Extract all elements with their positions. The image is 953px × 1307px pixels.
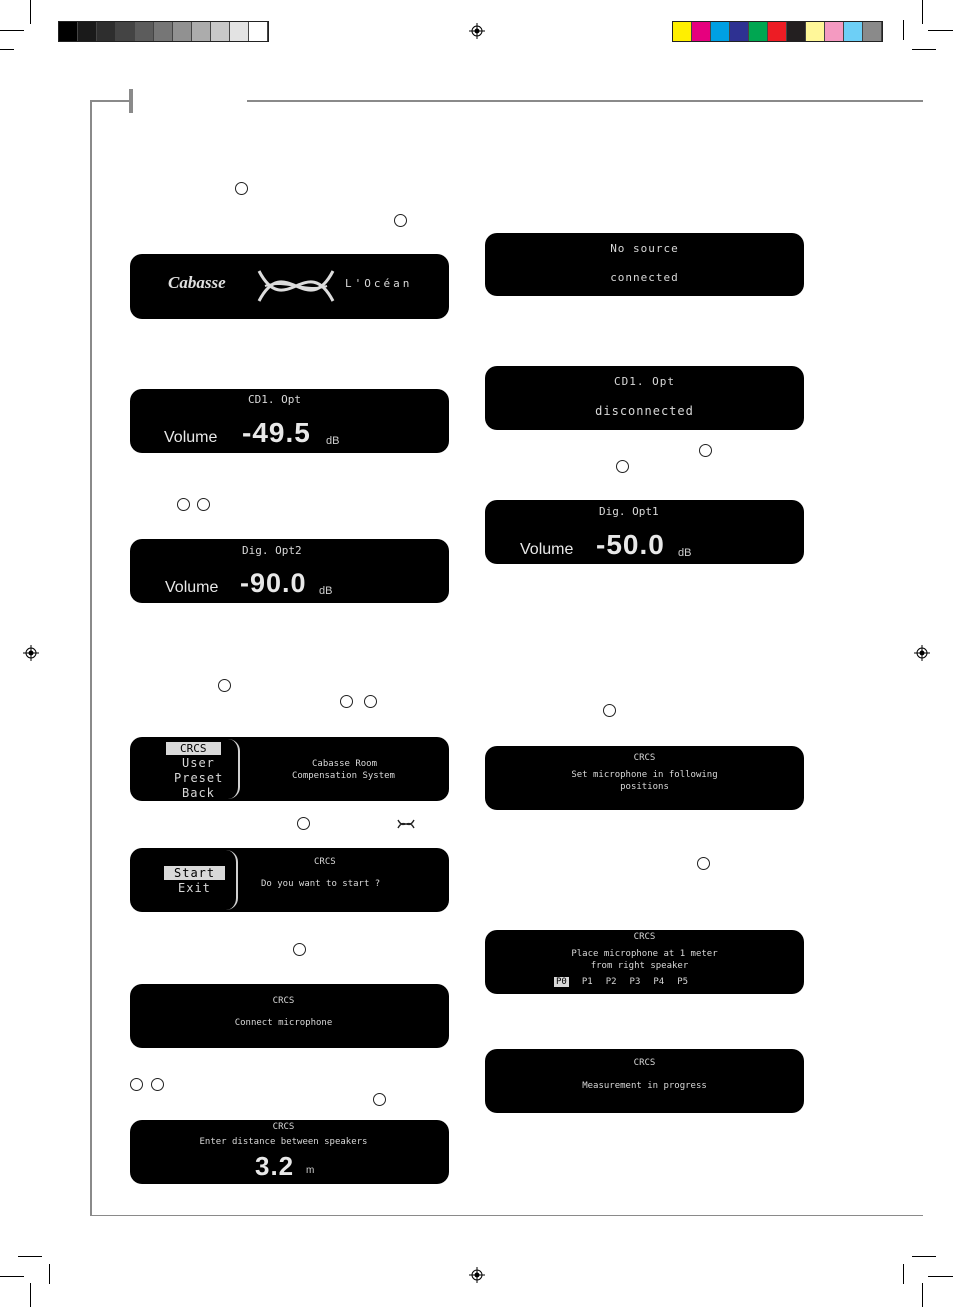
- menu-item-user[interactable]: User: [182, 756, 215, 770]
- crcs-measure-panel: [485, 1049, 804, 1113]
- panel-line2: connected: [610, 271, 679, 284]
- crop-mark-tr-v: [922, 0, 923, 24]
- color-swatch: [730, 22, 749, 41]
- position-p5[interactable]: P5: [677, 977, 689, 987]
- color-swatch: [806, 22, 825, 41]
- callout-circle: [177, 498, 190, 511]
- registration-mark-icon: [469, 23, 485, 39]
- color-swatch: [768, 22, 787, 41]
- callout-circle: [218, 679, 231, 692]
- crcs-menu-panel: [130, 737, 449, 801]
- menu-bracket: [226, 850, 238, 910]
- distance-value: 3.2: [255, 1151, 295, 1181]
- panel-title: CRCS: [633, 753, 656, 763]
- crop-mark-bl-h: [0, 1276, 24, 1277]
- callout-circle: [297, 817, 310, 830]
- color-swatch: [59, 22, 78, 41]
- dig-opt2-volume-panel: [130, 539, 449, 603]
- brand-display-panel: [130, 254, 449, 319]
- crop-mark-br-v2: [903, 1264, 904, 1284]
- panel-title: CRCS: [633, 1058, 656, 1068]
- crop-mark-tl-h2: [0, 49, 14, 50]
- panel-line1: No source: [610, 242, 679, 255]
- callout-circle: [235, 182, 248, 195]
- color-swatch: [154, 22, 173, 41]
- callout-circle: [293, 943, 306, 956]
- panel-title: CRCS: [272, 996, 295, 1006]
- color-swatch: [116, 22, 135, 41]
- color-swatch: [863, 22, 882, 41]
- volume-label: Volume: [165, 579, 219, 596]
- position-p1[interactable]: P1: [581, 977, 593, 987]
- panel-line1: Enter distance between speakers: [199, 1137, 368, 1147]
- frame-bottom-rule: [90, 1215, 923, 1216]
- menu-description-line2: Compensation System: [292, 771, 395, 781]
- menu-item-preset[interactable]: Preset: [174, 771, 224, 785]
- menu-item-exit[interactable]: Exit: [178, 881, 211, 895]
- callout-circle: [697, 857, 710, 870]
- color-swatch: [78, 22, 97, 41]
- menu-item-crcs[interactable]: CRCS: [166, 742, 221, 755]
- color-swatch: [825, 22, 844, 41]
- cabasse-logo-small-icon: [396, 817, 416, 831]
- crop-mark-tl-h: [0, 30, 24, 31]
- color-swatch: [711, 22, 730, 41]
- volume-label: Volume: [164, 429, 218, 446]
- color-swatch: [135, 22, 154, 41]
- crop-mark-br-h: [928, 1276, 953, 1277]
- color-swatch: [173, 22, 192, 41]
- grayscale-swatch-bar: [58, 21, 269, 42]
- crop-mark-bl-v: [30, 1283, 31, 1307]
- crop-mark-tr-v2: [903, 20, 904, 40]
- menu-bracket: [228, 739, 240, 799]
- callout-circle: [340, 695, 353, 708]
- crcs-distance-panel: [130, 1120, 449, 1184]
- callout-circle: [364, 695, 377, 708]
- position-p3[interactable]: P3: [629, 977, 641, 987]
- volume-value: -90.0: [240, 568, 307, 598]
- panel-title: CRCS: [314, 857, 336, 867]
- frame-tab-marker: [129, 89, 133, 113]
- color-swatch: [787, 22, 806, 41]
- color-swatch: [230, 22, 249, 41]
- volume-label: Volume: [520, 541, 574, 558]
- menu-item-back[interactable]: Back: [182, 786, 215, 800]
- callout-circle: [616, 460, 629, 473]
- crcs-connect-panel: [130, 984, 449, 1048]
- color-swatch: [692, 22, 711, 41]
- callout-circle: [699, 444, 712, 457]
- position-p2[interactable]: P2: [605, 977, 617, 987]
- panel-line1: Set microphone in following: [571, 770, 718, 780]
- panel-line1: Measurement in progress: [582, 1081, 707, 1091]
- crop-mark-bl-h2: [18, 1256, 42, 1257]
- panel-line2: positions: [620, 782, 669, 792]
- panel-title: CRCS: [272, 1122, 295, 1132]
- panel-title: CRCS: [633, 932, 656, 942]
- no-source-panel: [485, 233, 804, 296]
- crcs-set-mic-panel: [485, 746, 804, 810]
- frame-left-rule: [90, 100, 92, 1216]
- callout-circle: [197, 498, 210, 511]
- crop-mark-tl-v: [30, 0, 31, 24]
- source-name: Dig. Opt2: [242, 544, 302, 557]
- color-swatch: [249, 22, 268, 41]
- crop-mark-bl-v2: [49, 1264, 50, 1284]
- color-swatch: [192, 22, 211, 41]
- panel-line1: Place microphone at 1 meter: [571, 949, 718, 959]
- distance-unit: m: [306, 1165, 315, 1176]
- registration-mark-icon: [469, 1267, 485, 1283]
- volume-value: -50.0: [596, 529, 665, 560]
- callout-circle: [151, 1078, 164, 1091]
- frame-top-left-rule: [90, 100, 130, 102]
- menu-item-start[interactable]: Start: [164, 866, 225, 880]
- cabasse-logo-icon: [255, 261, 337, 311]
- panel-line1: Connect microphone: [234, 1018, 333, 1028]
- registration-mark-icon: [23, 645, 39, 661]
- color-swatch: [97, 22, 116, 41]
- crop-mark-br-h2: [912, 1256, 936, 1257]
- color-swatch-bar: [672, 21, 883, 42]
- source-name: CD1. Opt: [248, 393, 301, 406]
- position-p0[interactable]: P0: [556, 977, 567, 987]
- color-swatch: [673, 22, 692, 41]
- crop-mark-br-v: [922, 1283, 923, 1307]
- callout-circle: [130, 1078, 143, 1091]
- callout-circle: [373, 1093, 386, 1106]
- callout-circle: [603, 704, 616, 717]
- position-selector: [554, 977, 688, 987]
- menu-description-line1: Cabasse Room: [312, 759, 378, 769]
- position-p4[interactable]: P4: [653, 977, 665, 987]
- cd1-volume-panel: [130, 389, 449, 453]
- color-swatch: [749, 22, 768, 41]
- source-name: Dig. Opt1: [599, 505, 659, 518]
- volume-unit: dB: [319, 585, 333, 597]
- color-swatch: [211, 22, 230, 41]
- registration-mark-icon: [914, 645, 930, 661]
- cd1-disconnected-panel: [485, 366, 804, 430]
- frame-top-rule: [247, 100, 923, 102]
- panel-line2: disconnected: [595, 404, 694, 418]
- volume-value: -49.5: [242, 417, 311, 448]
- crcs-start-panel: [130, 848, 449, 912]
- callout-circle: [394, 214, 407, 227]
- crop-mark-tr-h2: [912, 49, 936, 50]
- panel-line2: from right speaker: [590, 961, 689, 971]
- model-name: L'Océan: [345, 277, 413, 290]
- volume-unit: dB: [326, 435, 340, 447]
- dig-opt1-volume-panel: [485, 500, 804, 564]
- brand-wordmark: Cabasse: [168, 273, 226, 292]
- color-swatch: [844, 22, 863, 41]
- crop-mark-tr-h: [928, 30, 953, 31]
- volume-unit: dB: [678, 547, 692, 559]
- crcs-place-panel: [485, 930, 804, 994]
- panel-line1: CD1. Opt: [614, 375, 675, 388]
- panel-question: Do you want to start ?: [261, 879, 381, 889]
